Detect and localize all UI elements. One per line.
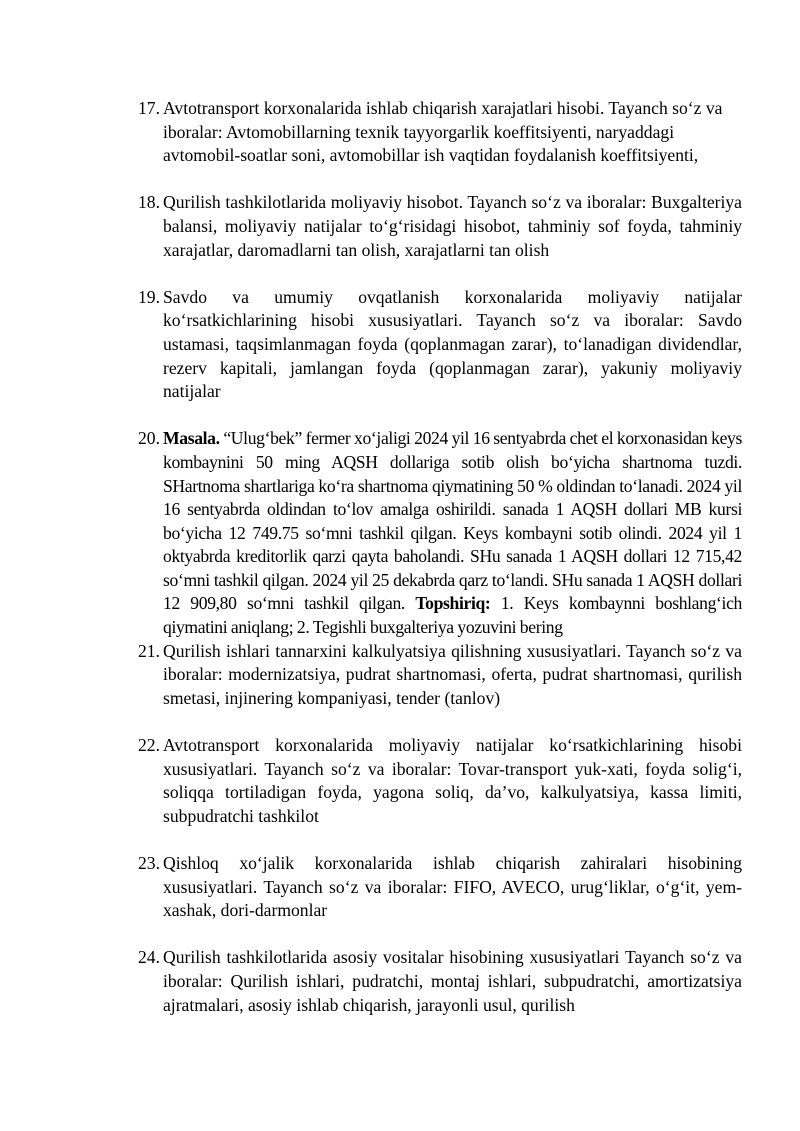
- assignment-label: Topshiriq:: [415, 593, 491, 614]
- task-label: Masala.: [163, 428, 220, 449]
- list-item-24: [138, 946, 742, 1017]
- item-number: 19.: [138, 286, 160, 307]
- list-item-20: [138, 427, 742, 639]
- item-text: Avtotransport korxonalarida ishlab chiqarish xarajatlari hisobi. Tayanch so‘z va iboralar: Avtomobillarning texnik tayyorgarlik koeffitsiyenti, naryaddagi avtomobil-soatlar soni, avtomobillar ish vaqtidan foydalanish koeffitsiyenti,: [163, 98, 723, 166]
- item-number: 22.: [138, 735, 160, 756]
- item-number: 18.: [138, 192, 160, 213]
- item-number: 17.: [138, 98, 160, 118]
- item-text: Qishloq xo‘jalik korxonalarida ishlab chiqarish zahiralari hisobining xususiyatlari. Tayanch so‘z va iboralar: FIFO, AVECO, urug‘liklar, o‘g‘it, yem-xashak, dori-darmonlar: [163, 853, 742, 921]
- item-text: Savdo va umumiy ovqatlanish korxonalarida moliyaviy natijalar ko‘rsatkichlarining hisobi xususiyatlari. Tayanch so‘z va iboralar: Savdo ustamasi, taqsimlanmagan foyda (qoplanmagan zarar), to‘lanadigan dividendlar, rezerv kapitali, jamlangan foyda (qoplanmagan zarar), yakuniy moliyaviy natijalar: [163, 286, 742, 402]
- task-text: [163, 427, 742, 639]
- list-item-23: [138, 852, 742, 923]
- item-text: Avtotransport korxonalarida moliyaviy natijalar ko‘rsatkichlarining hisobi xususiyatlari. Tayanch so‘z va iboralar: Tovar-transport yuk-xati, foyda solig‘i, soliqqa tortiladigan foyda, yagona soliq, da’vo, kalkulyatsiya, kassa limiti, subpudratchi tashkilot: [163, 735, 742, 826]
- list-item-22: [138, 734, 742, 828]
- task-body: “Ulug‘bek” fermer xo‘jaligi 2024 yil 16 sentyabrda chet el korxonasidan keys kombaynini 50 ming AQSH dollariga sotib olish bo‘yicha shartnoma tuzdi. SHartnoma shartlariga ko‘ra shartnoma qiymatining 50 % oldindan to‘lanadi. 2024 yil 16 sentyabrda oldindan to‘lov amalga oshirildi. sanada 1 AQSH dollari MB kursi bo‘yicha 12 749.75 so‘mni tashkil qilgan. Keys kombayni sotib olindi. 2024 yil 1 oktyabrda kreditorlik qarzi qayta baholandi. SHu sanada 1 AQSH dollari 12 715,42 so‘mni tashkil qilgan. 2024 yil 25 dekabrda qarz to‘landi. SHu sanada 1 AQSH dollari 12 909,80 so‘mni tashkil qilgan.: [163, 428, 742, 614]
- item-number: 20.: [138, 428, 160, 449]
- item-number: 23.: [138, 853, 160, 873]
- item-text: Qurilish tashkilotlarida moliyaviy hisobot. Tayanch so‘z va iboralar: Buxgalteriya balansi, moliyaviy natijalar to‘g‘risidagi hisobot, tahminiy sof foyda, tahminiy xarajatlar, daromadlarni tan olish, xarajatlarni tan olish: [163, 192, 742, 260]
- list-item-17: [138, 97, 742, 168]
- item-number: 21.: [138, 640, 160, 661]
- list-item-21: [138, 640, 742, 711]
- item-number: 24.: [138, 947, 160, 968]
- assignment-body: 1. Keys kombaynni boshlang‘ich qiymatini aniqlang; 2. Tegishli buxgalteriya yozuvini bering: [163, 593, 742, 638]
- item-text: Qurilish tashkilotlarida asosiy vositalar hisobining xususiyatlari Tayanch so‘z va iboralar: Qurilish ishlari, pudratchi, montaj ishlari, subpudratchi, amortizatsiya ajratmalari, asosiy ishlab chiqarish, jarayonli usul, qurilish: [163, 947, 742, 1015]
- numbered-list: [138, 97, 742, 1041]
- list-item-18: [138, 191, 742, 262]
- item-text: Qurilish ishlari tannarxini kalkulyatsiya qilishning xususiyatlari. Tayanch so‘z va iboralar: modernizatsiya, pudrat shartnomasi, oferta, pudrat shartnomasi, qurilish smetasi, injinering kompaniyasi, tender (tanlov): [163, 640, 742, 708]
- list-item-19: [138, 286, 742, 404]
